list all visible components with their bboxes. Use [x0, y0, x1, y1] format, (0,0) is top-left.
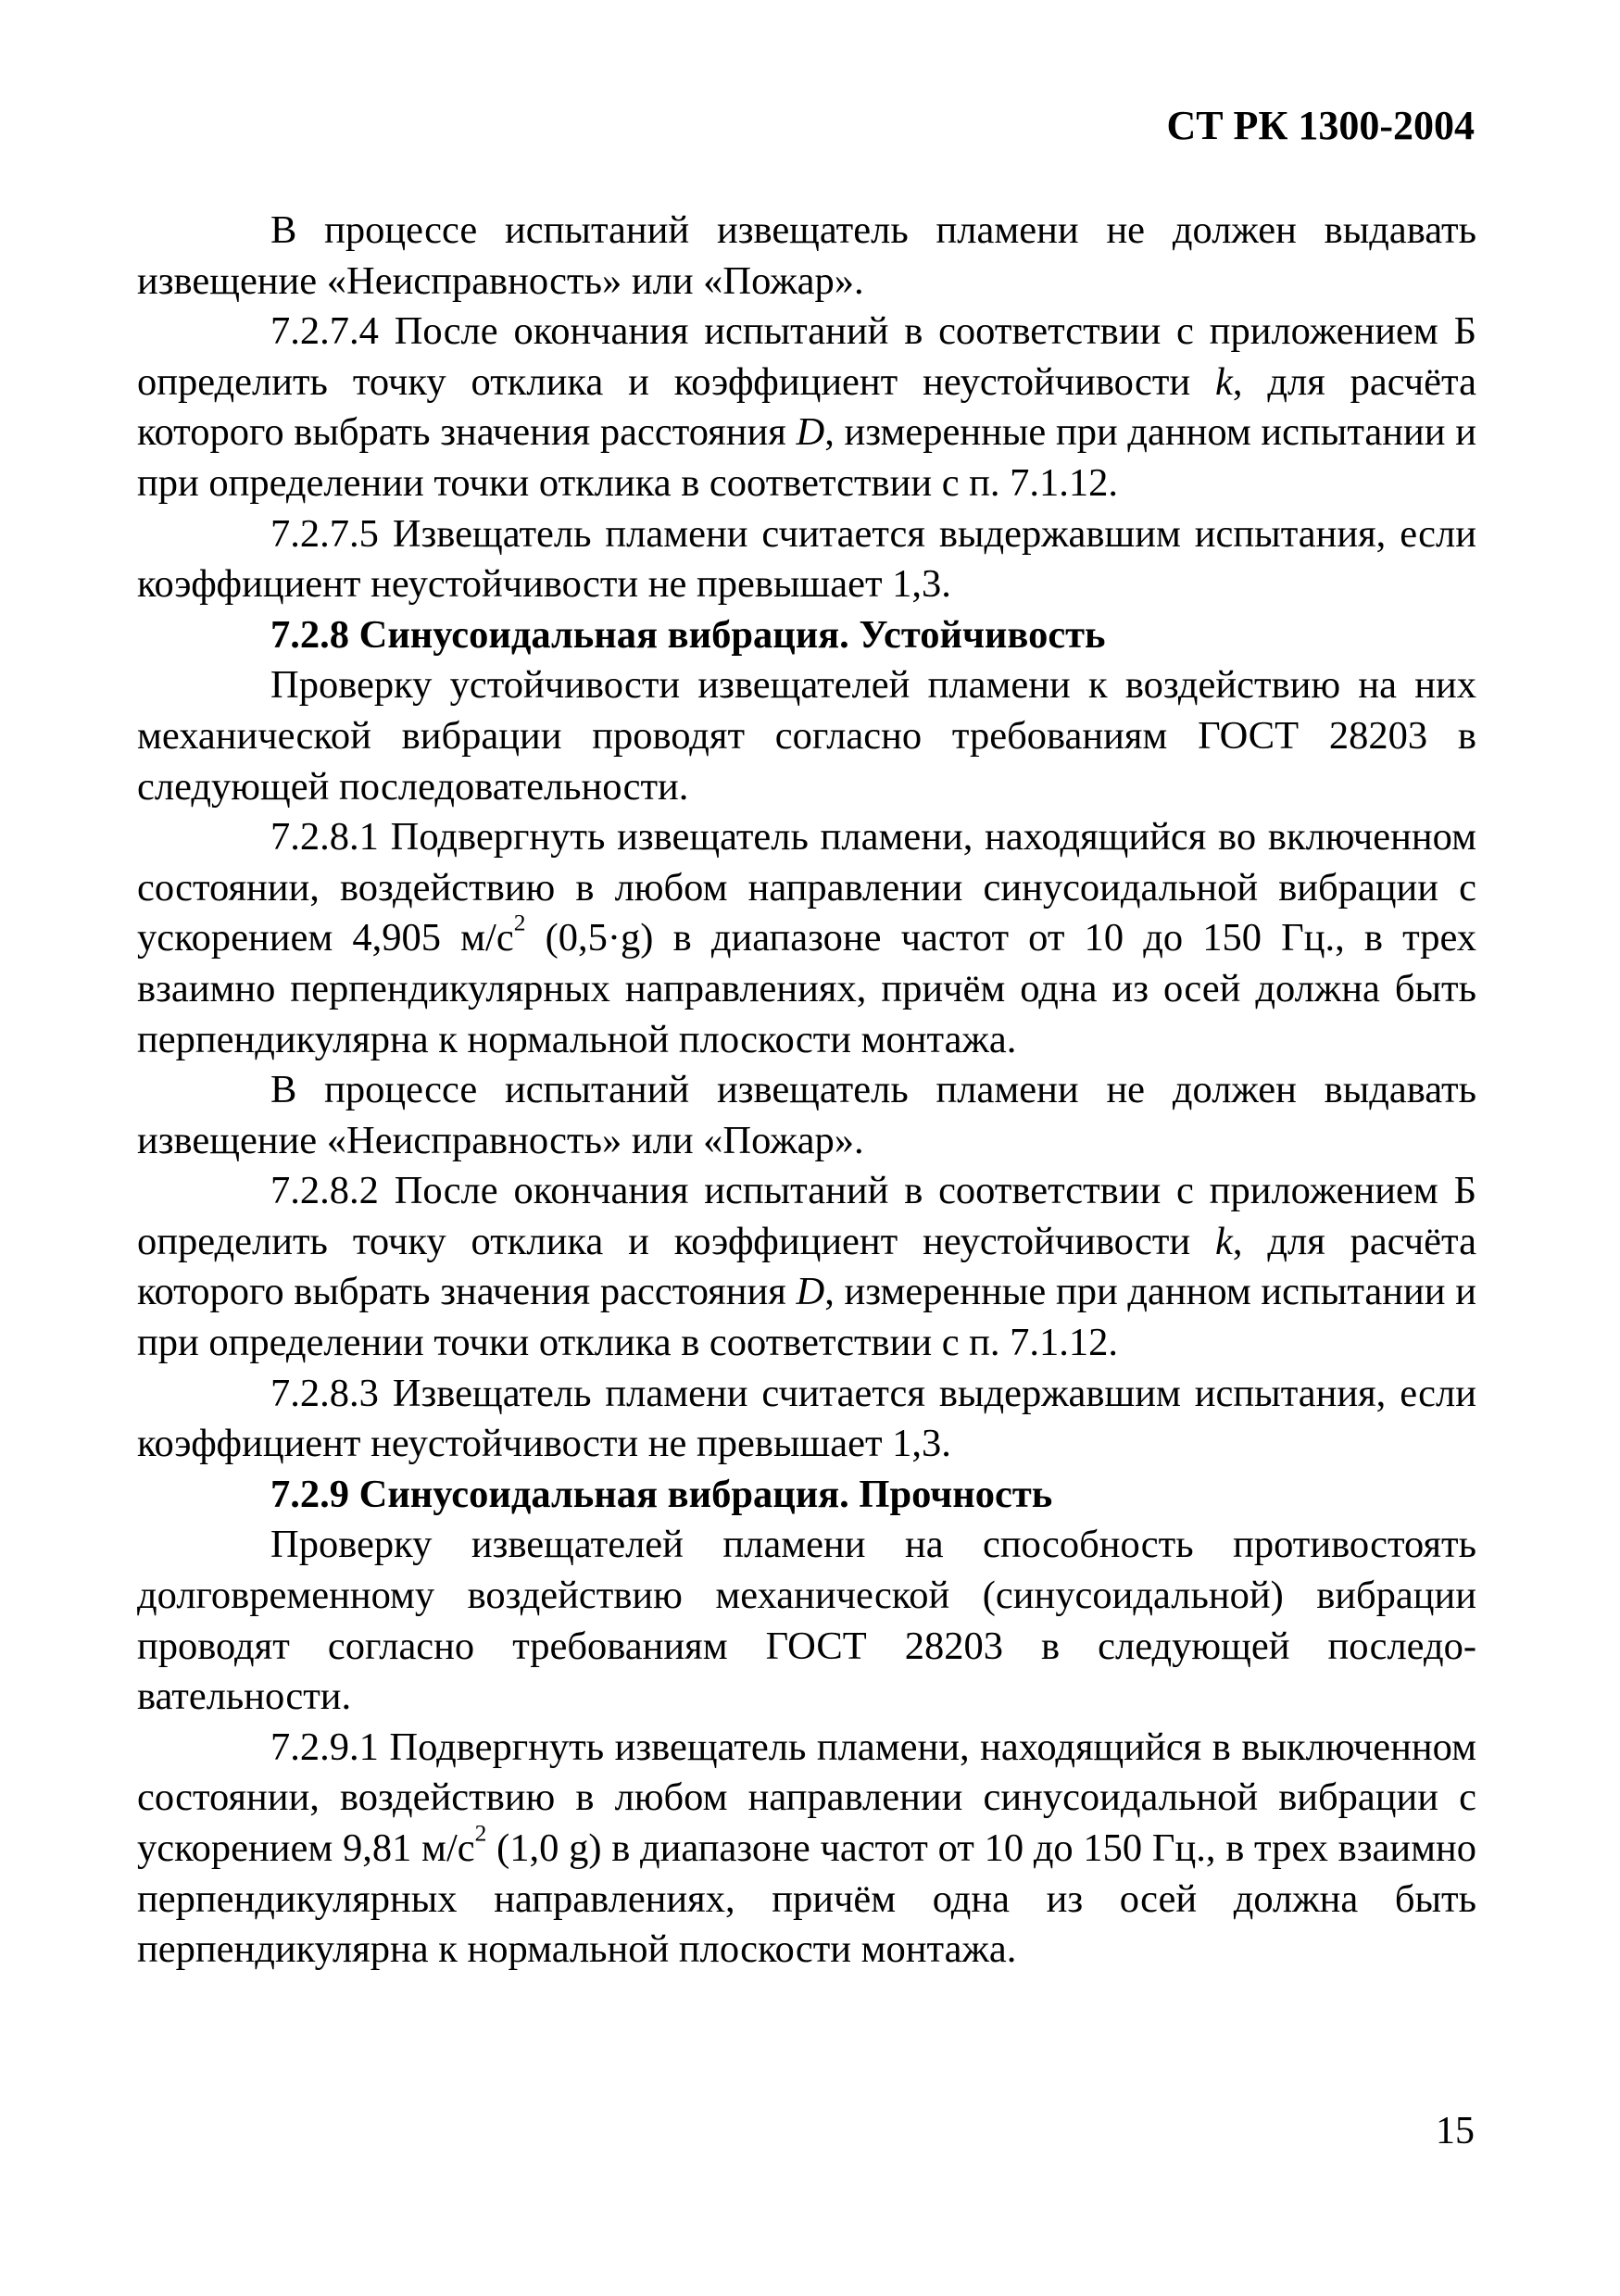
- paragraph: [137, 307, 1476, 508]
- text-run: 7.2.8.2 После окончания испытаний в соответствии с приложением Б определить точку отклика и коэффициент неустойчивости: [137, 1169, 1476, 1263]
- text-run: , измеренные при данном испытании и при определении точки отклика в соответствии с п. 7.1.12.: [137, 410, 1476, 505]
- paragraph: Проверку извещателей пламени на способность противостоять долговременному воздействию механической (синусоидальной) вибрации проводят согласно требованиям ГОСТ 28203 в следующей последовательности.: [137, 1523, 1476, 1719]
- page-body: [137, 206, 1476, 1976]
- page-number: 15: [1436, 2110, 1475, 2152]
- paragraph: Проверку устойчивости извещателей пламени к воздействию на них механической вибрации проводят согласно требованиям ГОСТ 28203 в следующей последовательности.: [137, 663, 1476, 809]
- superscript: 2: [513, 909, 526, 936]
- text-run: 7.2.7.4 После окончания испытаний в соответствии с приложением Б определить точку отклика и коэффициент неустойчивости: [137, 309, 1476, 404]
- paragraph: [137, 812, 1476, 1065]
- paragraph: В процессе испытаний извещатель пламени не должен выдавать извещение «Неисправность» или «Пожар».: [137, 1068, 1476, 1162]
- document-code: СТ РК 1300-2004: [1166, 103, 1475, 148]
- variable-d: D: [796, 1270, 825, 1314]
- text-run: 7.2.8.1 Подвергнуть извещатель пламени, находящийся во включенном состоянии, воздействию в любом направлении синусоидальной вибрации с ускорением 4,905 м/с: [137, 815, 1476, 960]
- text-run: (1,0 g) в диапазоне частот от 10 до 150 Гц., в трех взаимно перпендикулярных направлениях, причём одна из осей должна быть перпендикулярна к нормальной плоскости монтажа.: [137, 1826, 1476, 1972]
- text-run: 7.2.9.1 Подвергнуть извещатель пламени, находящийся в выключенном состоянии, воздействию в любом направлении синусоидальной вибрации с ускорением 9,81 м/с: [137, 1725, 1476, 1870]
- text-run: (0,5·g) в диапазоне частот от 10 до 150 Гц., в трех взаимно перпендикулярных направлениях, причём одна из осей должна быть перпендикулярна к нормальной плоскости монтажа.: [137, 916, 1477, 1061]
- variable-d: D: [796, 410, 825, 455]
- paragraph: В процессе испытаний извещатель пламени не должен выдавать извещение «Неисправность» или «Пожар».: [137, 208, 1476, 303]
- text-run: , для расчёта которого выбрать значения расстояния: [137, 359, 1476, 455]
- section-heading: 7.2.9 Синусоидальная вибрация. Прочность: [270, 1472, 1053, 1516]
- paragraph: [137, 1723, 1476, 1976]
- paragraph: [137, 1166, 1476, 1368]
- variable-k: k: [1215, 359, 1233, 404]
- variable-k: k: [1215, 1219, 1233, 1263]
- superscript: 2: [474, 1819, 487, 1847]
- paragraph: 7.2.8.3 Извещатель пламени считается выдержавшим испытания, если коэффициент неустойчивости не превышает 1,3.: [137, 1371, 1476, 1466]
- text-run: , для расчёта которого выбрать значения расстояния: [137, 1219, 1476, 1314]
- section-heading: 7.2.8 Синусоидальная вибрация. Устойчивость: [270, 612, 1106, 657]
- text-run: , измеренные при данном испытании и при определении точки отклика в соответствии с п. 7.1.12.: [137, 1270, 1476, 1365]
- paragraph: 7.2.7.5 Извещатель пламени считается выдержавшим испытания, если коэффициент неустойчивости не превышает 1,3.: [137, 511, 1476, 607]
